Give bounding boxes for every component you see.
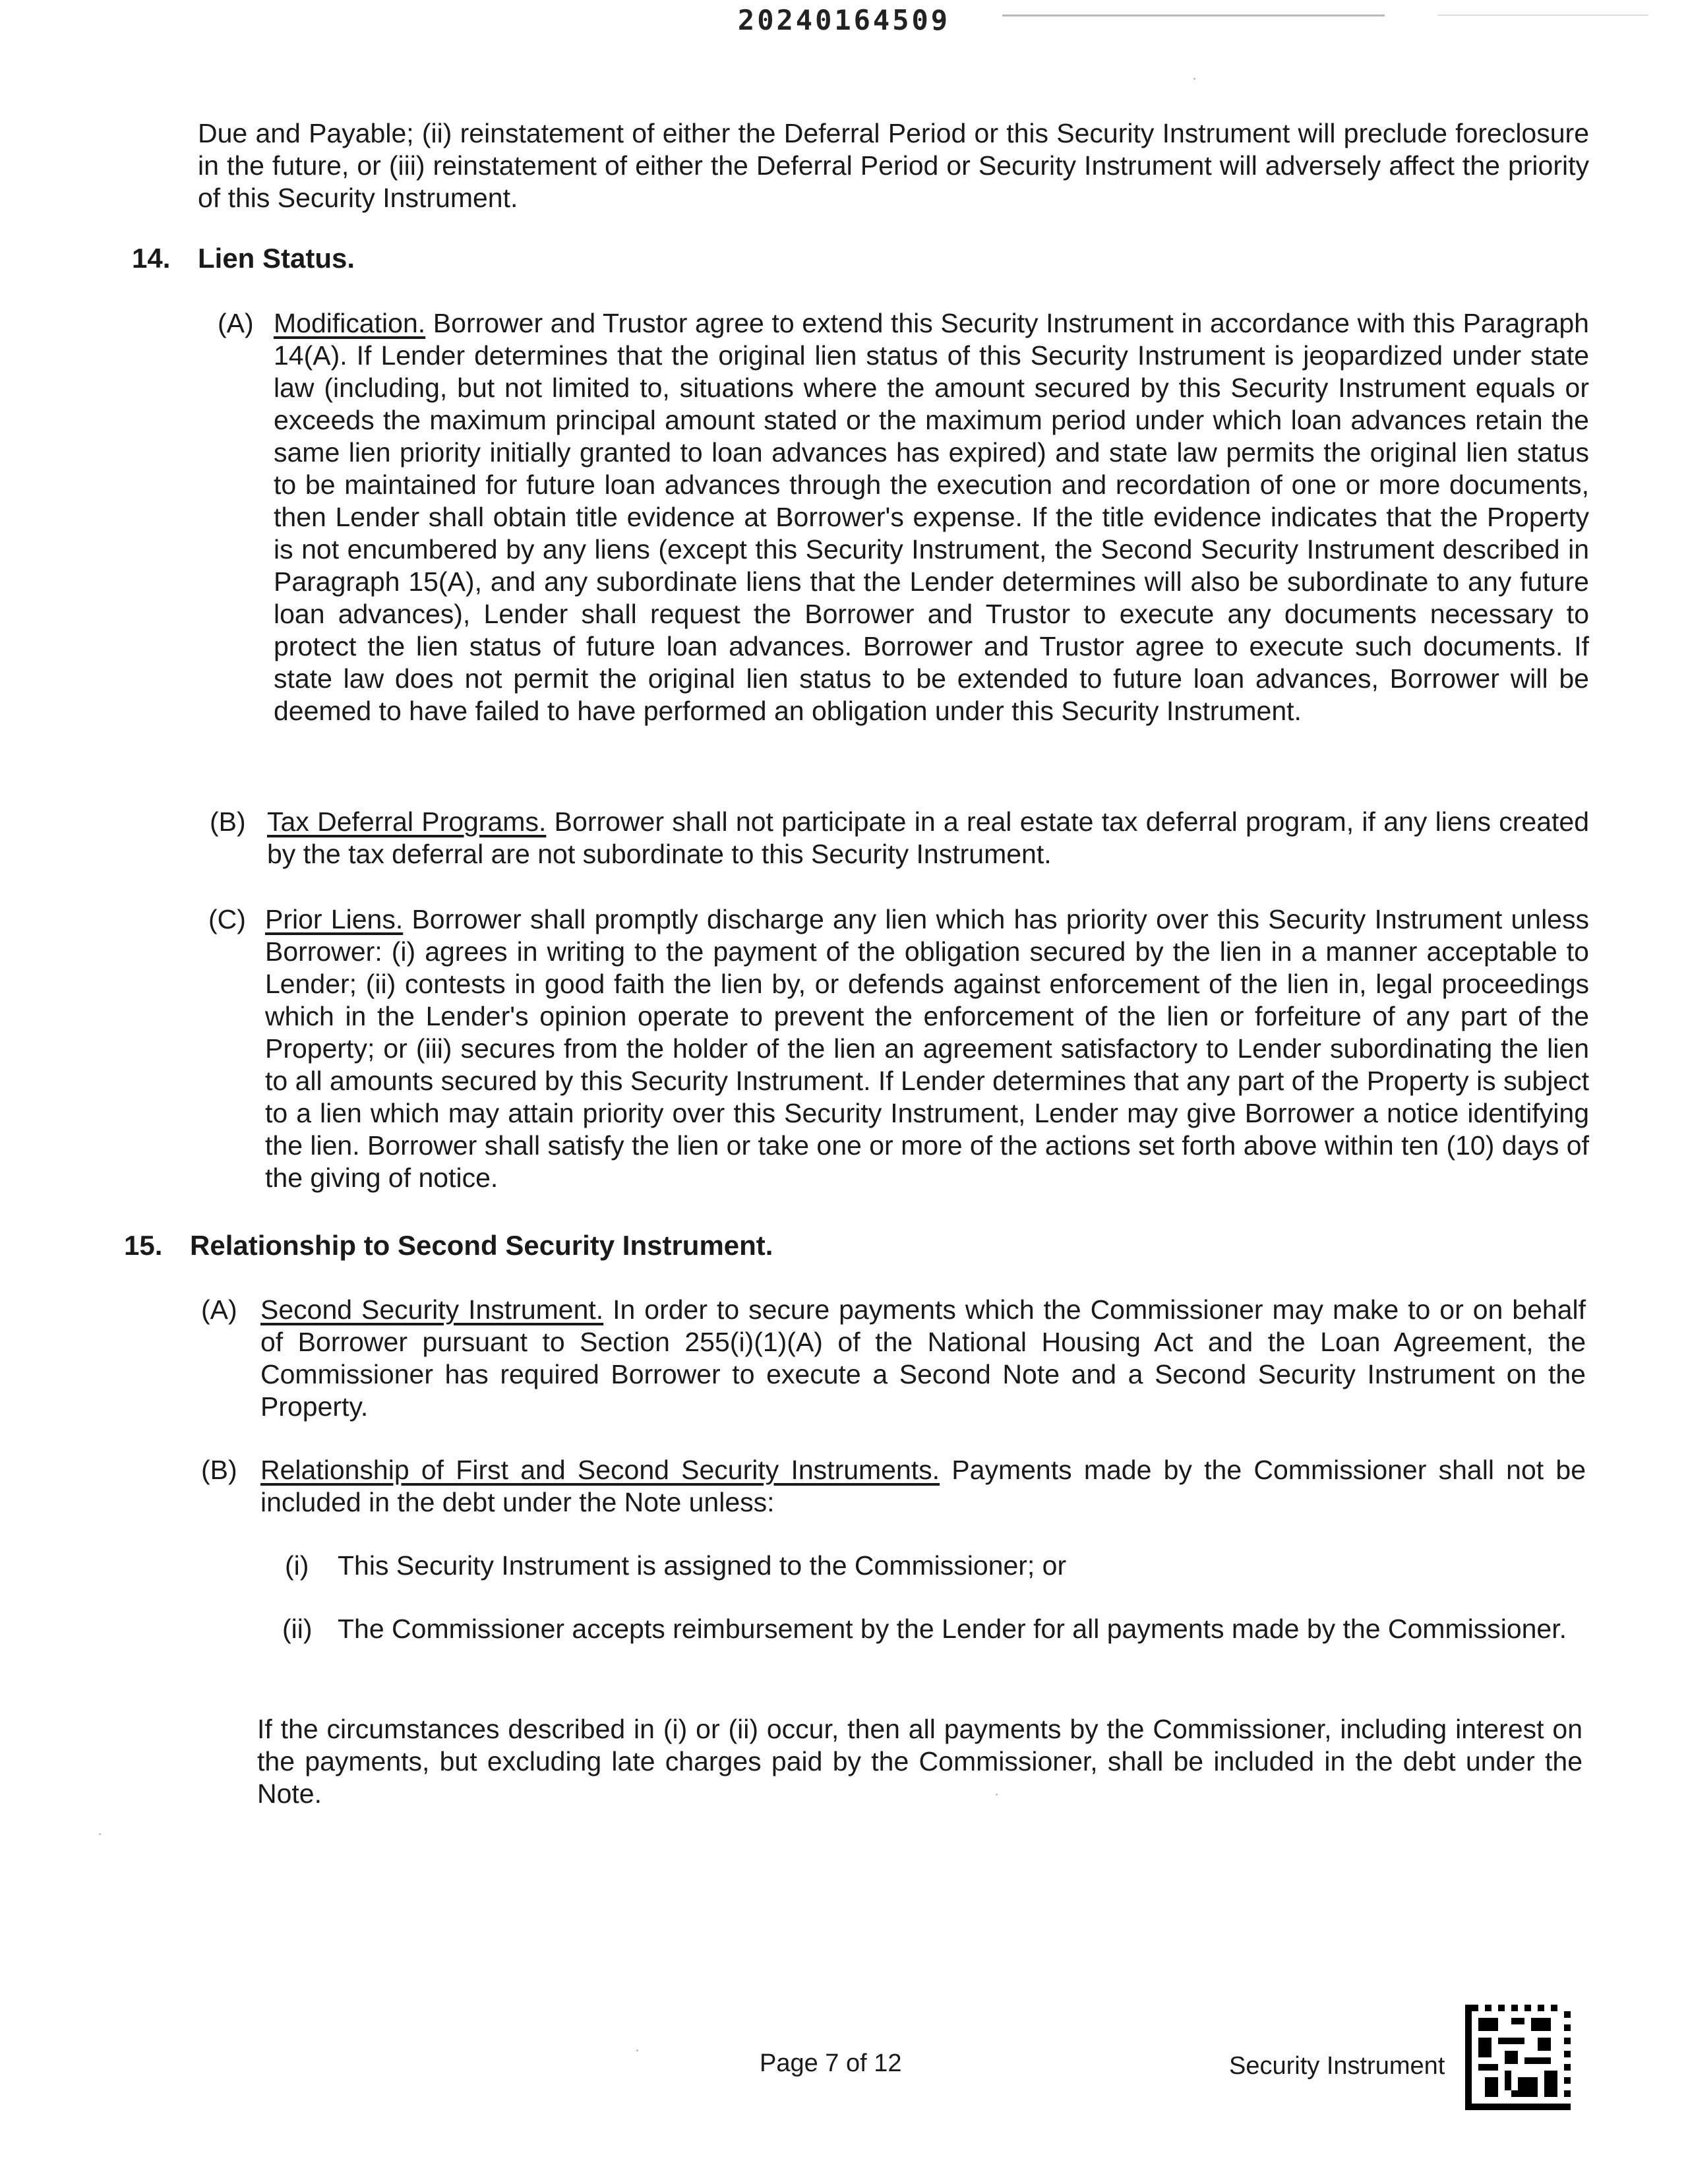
section-14c-heading: Prior Liens. xyxy=(265,904,404,934)
section-14c-text: Borrower shall promptly discharge any lien which has priority over this Security Instrument unless Borrower: (i) agrees in writing to the payment of the obligation secured by the lien in a manner acceptable to Lender; (ii) contests in good faith the lien by, or defends against enforcement of the lien in, legal proceedings which in the Lender's opinion operate to prevent the enforcement of the lien or forfeiture of any part of the Property; or (iii) secures from the holder of the lien an agreement satisfactory to Lender subordinating the lien to all amounts secured by this Security Instrument. If Lender determines that any part of the Property is subject to a lien which may attain priority over this Security Instrument, Lender may give Borrower a notice identifying the lien. Borrower shall satisfy the lien or take one or more of the actions set forth above within ten (10) days of the giving of notice. xyxy=(265,904,1589,1193)
section-14b-heading: Tax Deferral Programs. xyxy=(267,806,547,837)
scan-speck xyxy=(1193,78,1195,80)
section-15b-item: This Security Instrument is assigned to the Commissioner; or xyxy=(338,1550,1067,1581)
scan-speck xyxy=(99,1833,101,1835)
page-number: Page 7 of 12 xyxy=(760,2049,902,2077)
section-14a-paragraph xyxy=(274,307,1589,727)
section-15b-item-label: (ii) xyxy=(282,1614,313,1644)
section-15a-text: In order to secure payments which the Commissioner may make to or on behalf of Borrower pursuant to Section 255(i)(1)(A) of the National Housing Act and the Loan Agreement, the Commissioner has required Borrower to execute a Second Note and a Second Security Instrument on the Property. xyxy=(260,1294,1586,1422)
section-14-number: 14. xyxy=(132,243,171,274)
document-number: 20240164509 xyxy=(737,4,951,36)
section-15-heading xyxy=(124,1230,773,1261)
data-matrix-barcode-icon xyxy=(1465,2005,1571,2110)
section-14c-paragraph xyxy=(265,903,1589,1194)
section-14b-label: (B) xyxy=(210,806,246,837)
section-14a-text: Borrower and Trustor agree to extend this Security Instrument in accordance with this Paragraph 14(A). If Lender determines that the original lien status of this Security Instrument is jeopardized under state law (including, but not limited to, situations where the amount secured by this Security Instrument equals or exceeds the maximum principal amount stated or the maximum period under which loan advances retain the same lien priority initially granted to loan advances has expired) and state law permits the original lien status to be maintained for future loan advances through the execution and recordation of one or more documents, then Lender shall obtain title evidence at Borrower's expense. If the title evidence indicates that the Property is not encumbered by any liens (except this Security Instrument, the Second Security Instrument described in Paragraph 15(A), and any subordinate liens that the Lender determines will also be subordinate to any future loan advances), Lender shall request the Borrower and Trustor to execute any documents necessary to protect the lien status of future loan advances. Borrower and Trustor agree to execute such documents. If state law does not permit the original lien status to be extended to future loan advances, Borrower will be deemed to have failed to have performed an obligation under this Security Instrument. xyxy=(274,308,1589,726)
section-14b-text: Borrower shall not participate in a real estate tax deferral program, if any liens created by the tax deferral are not subordinate to this Security Instrument. xyxy=(267,806,1590,869)
section-14a-label: (A) xyxy=(218,308,254,338)
section-15a-paragraph xyxy=(260,1294,1586,1423)
section-15-title: Relationship to Second Security Instrument. xyxy=(190,1230,773,1261)
section-14-title: Lien Status. xyxy=(198,243,355,274)
section-14-heading xyxy=(132,243,355,274)
scan-speck xyxy=(996,1794,998,1796)
section-15b-label: (B) xyxy=(201,1455,237,1485)
section-15-number: 15. xyxy=(124,1230,163,1261)
section-14c-label: (C) xyxy=(208,904,246,934)
scan-speck xyxy=(636,2049,638,2051)
intro-paragraph: Due and Payable; (ii) reinstatement of either the Deferral Period or this Security Instrument will preclude foreclosure in the future, or (iii) reinstatement of either the Deferral Period or Security Instrument will adversely affect the priority of this Security Instrument. xyxy=(198,118,1589,213)
section-15b-paragraph xyxy=(260,1454,1586,1519)
section-15b-item-label: (i) xyxy=(285,1550,309,1581)
section-15b-item: The Commissioner accepts reimbursement by the Lender for all payments made by the Commissioner. xyxy=(338,1614,1567,1644)
section-15b-heading: Relationship of First and Second Security Instruments. xyxy=(260,1455,940,1485)
section-15b-text: Payments made by the Commissioner shall not be included in the debt under the Note unless: xyxy=(260,1455,1586,1517)
scan-artifact-line xyxy=(1002,15,1385,16)
scan-artifact-line xyxy=(1437,15,1648,16)
section-14b-paragraph xyxy=(267,806,1589,870)
section-15a-heading: Second Security Instrument. xyxy=(260,1294,604,1325)
section-15a-label: (A) xyxy=(201,1294,237,1325)
section-15b-closing: If the circumstances described in (i) or (ii) occur, then all payments by the Commissioner, including interest on the payments, but excluding late charges paid by the Commissioner, shall be included in the debt under the Note. xyxy=(257,1714,1582,1809)
footer-label: Security Instrument xyxy=(1229,2052,1445,2080)
section-14a-heading: Modification. xyxy=(274,308,426,338)
